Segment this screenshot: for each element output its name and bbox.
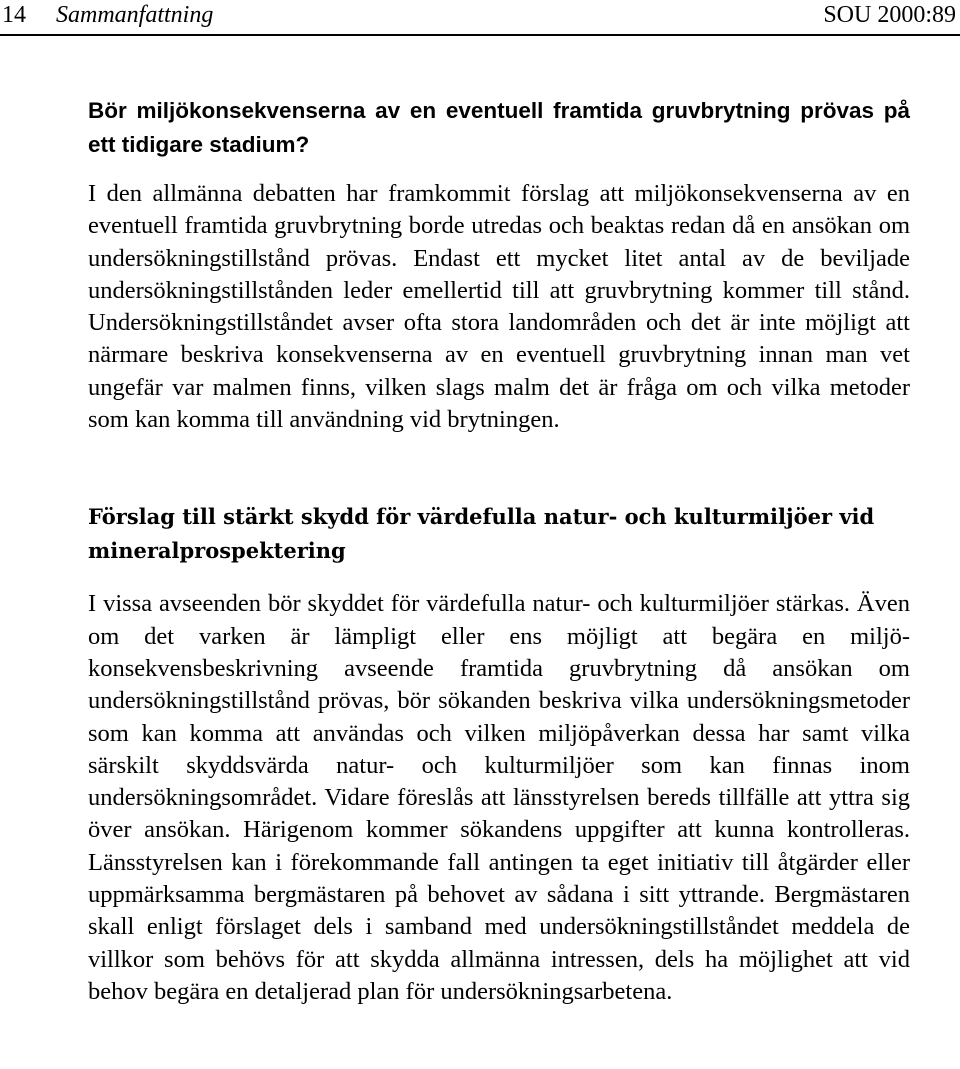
document-body [88, 94, 910, 1008]
page-header [0, 0, 960, 36]
section-heading-proposal: Förslag till stärkt skydd för värdefulla natur- och kulturmiljöer vid mineralprospektering [88, 504, 875, 563]
body-paragraph-2: I vissa avseenden bör skyddet för värdefulla natur- och kulturmiljöer stärkas. Även om det varken är lämpligt eller ens möjligt att begära en miljökonsekvensbeskrivning avseende framtida gruvbrytning då ansökan om undersökningstillstånd prövas, bör sökanden beskriva vilka undersökningsmetoder som kan komma att användas och vilken miljöpåverkan dessa har samt vilka särskilt skyddsvärda natur- och kulturmiljöer som kan finnas inom undersökningsområdet. Vidare föreslås att länsstyrelsen bereds tillfälle att yttra sig över ansökan. Härigenom kommer sökandens uppgifter att kunna kontrolleras. Länsstyrelsen kan i förekommande fall antingen ta eget initiativ till åtgärder eller uppmärksamma bergmästaren på behovet av sådana i sitt yttrande. Bergmästaren skall enligt förslaget dels i samband med undersökningstillståndet meddela de villkor som behövs för att skydda allmänna intressen, dels ha möjlighet att vid behov begära en detaljerad plan för undersökningsarbetena. [88, 590, 910, 1005]
body-paragraph-1: I den allmänna debatten har framkommit förslag att miljökonsekvenserna av en eventuell framtida gruvbrytning borde utredas och beaktas redan då en ansökan om undersökningstillstånd prövas. Endast ett mycket litet antal av de beviljade undersökningstillstånden leder emellertid till att gruvbrytning kommer till stånd. Undersökningstillståndet avser ofta stora landområden och det är inte möjligt att närmare beskriva konsekvenserna av en eventuell gruvbrytning innan man vet ungefär var malmen finns, vilken slags malm det är fråga om och vilka metoder som kan komma till användning vid brytningen. [88, 180, 910, 434]
section-heading-question: Bör miljökonsekvenserna av en eventuell framtida gruvbrytning prövas på ett tidigare stadium? [88, 98, 910, 157]
header-rule [0, 34, 960, 36]
running-header-section: Sammanfattning [56, 2, 214, 28]
page-number: 14 [2, 2, 26, 28]
document-reference: SOU 2000:89 [823, 2, 956, 28]
